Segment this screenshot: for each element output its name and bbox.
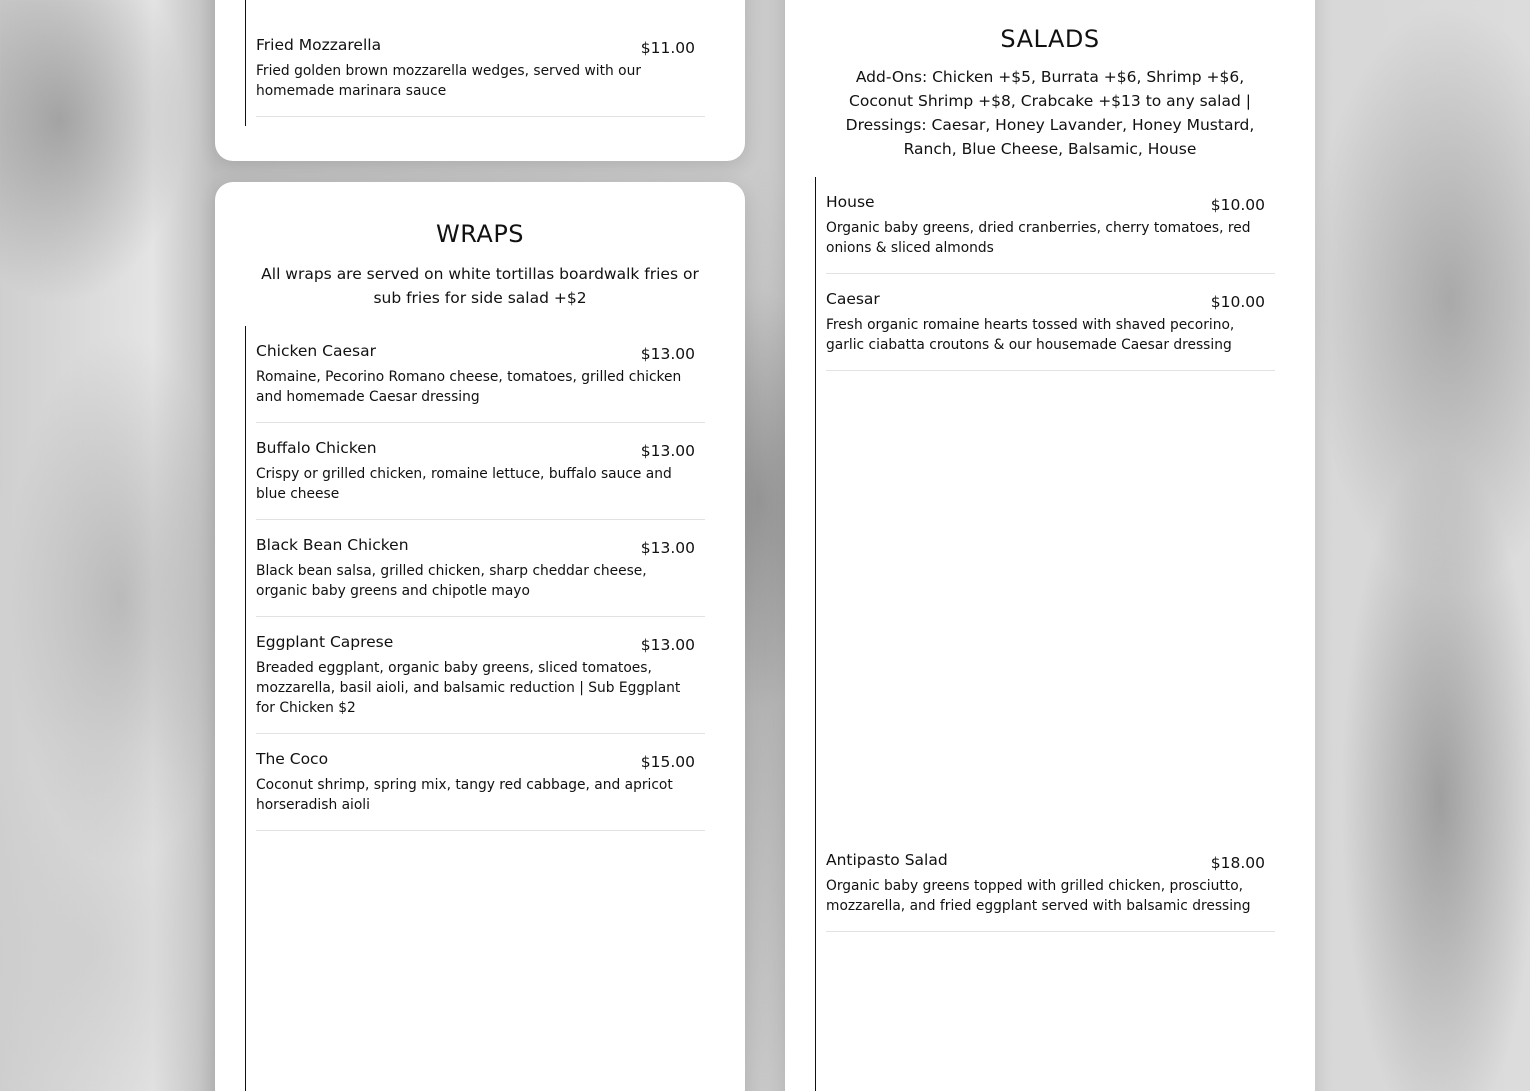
salads-item-list [815, 177, 1275, 1091]
section-description-wraps: All wraps are served on white tortillas boardwalk fries or sub fries for side salad +$2 [261, 265, 699, 307]
item-name: Black Bean Chicken [256, 536, 409, 554]
salads-card [785, 0, 1315, 1091]
menu-item-caesar[interactable] [826, 288, 1275, 371]
item-name: Chicken Caesar [256, 342, 376, 360]
item-name: Antipasto Salad [826, 851, 948, 869]
appetizers-card [215, 0, 745, 161]
item-price: $13.00 [640, 539, 695, 557]
menu-item-black-bean-chicken[interactable] [256, 534, 705, 617]
item-description: Breaded eggplant, organic baby greens, sliced tomatoes, mozzarella, basil aioli, and balsamic reduction | Sub Eggplant for Chicken $2 [256, 660, 681, 716]
item-description: Organic baby greens, dried cranberries, cherry tomatoes, red onions & sliced almonds [826, 220, 1251, 256]
item-price: $10.00 [1210, 293, 1265, 311]
item-price: $10.00 [1210, 196, 1265, 214]
wraps-card [215, 182, 745, 1091]
menu-item-fried-mozzarella[interactable] [256, 34, 705, 117]
menu-item-antipasto-salad[interactable] [826, 849, 1275, 932]
item-name: Eggplant Caprese [256, 633, 394, 651]
item-price: $13.00 [640, 636, 695, 654]
menu-item-eggplant-caprese[interactable] [256, 631, 705, 734]
item-description: Fried golden brown mozzarella wedges, served with our homemade marinara sauce [256, 63, 642, 99]
item-name: Fried Mozzarella [256, 36, 382, 54]
item-price: $13.00 [640, 345, 695, 363]
item-description: Organic baby greens topped with grilled chicken, prosciutto, mozzarella, and fried eggplant served with balsamic dressing [826, 878, 1251, 914]
item-description: Black bean salsa, grilled chicken, sharp cheddar cheese, organic baby greens and chipotle mayo [256, 563, 647, 599]
item-description: Romaine, Pecorino Romano cheese, tomatoes, grilled chicken and homemade Caesar dressing [256, 369, 682, 405]
item-price: $18.00 [1210, 854, 1265, 872]
menu-item-chicken-caesar[interactable] [256, 340, 705, 423]
item-price: $11.00 [640, 39, 695, 57]
item-price: $15.00 [640, 753, 695, 771]
item-name: House [826, 193, 875, 211]
menu-item-buffalo-chicken[interactable] [256, 437, 705, 520]
item-description: Fresh organic romaine hearts tossed with shaved pecorino, garlic ciabatta croutons & our housemade Caesar dressing [826, 317, 1235, 353]
item-name: The Coco [256, 750, 329, 768]
wraps-item-list [245, 326, 705, 1091]
item-price: $13.00 [640, 442, 695, 460]
menu-item-house[interactable] [826, 191, 1275, 274]
appetizers-item-list [245, 0, 705, 126]
menu-item-the-coco[interactable] [256, 748, 705, 831]
item-description: Coconut shrimp, spring mix, tangy red cabbage, and apricot horseradish aioli [256, 777, 673, 813]
item-description: Crispy or grilled chicken, romaine lettuce, buffalo sauce and blue cheese [256, 466, 672, 502]
item-name: Buffalo Chicken [256, 439, 377, 457]
section-description-salads: Add-Ons: Chicken +$5, Burrata +$6, Shrimp +$6, Coconut Shrimp +$8, Crabcake +$13 to any salad | Dressings: Caesar, Honey Lavander, Honey Mustard, Ranch, Blue Cheese, Balsamic, House [845, 68, 1255, 158]
item-name: Caesar [826, 290, 880, 308]
section-title-wraps: WRAPS [435, 220, 525, 248]
section-title-salads: SALADS [1000, 25, 1100, 53]
